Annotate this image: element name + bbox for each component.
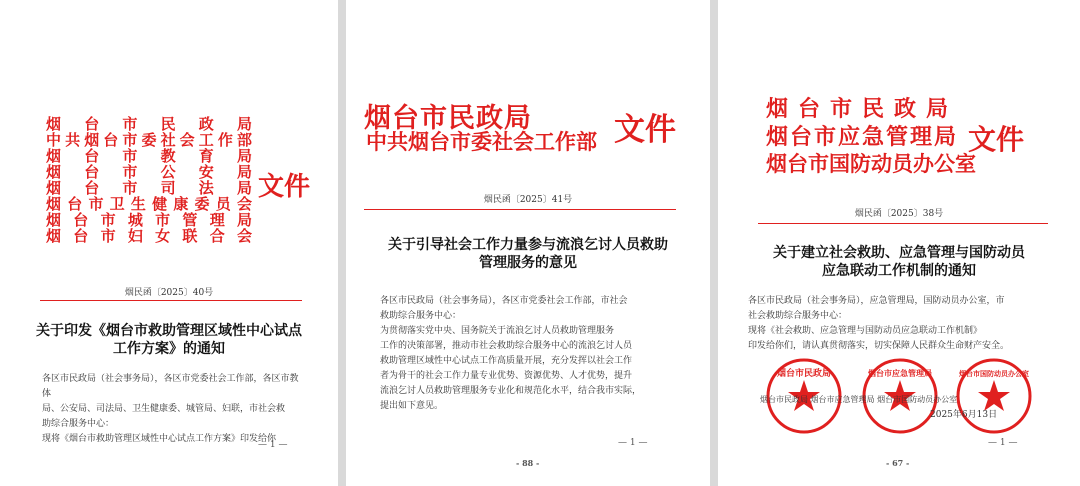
document-body [380,294,680,414]
document-body [748,294,1068,354]
body-line: 流浪乞讨人员救助管理服务专业化和规范化水平，结合我市实际， [380,386,642,396]
issuer-line: 烟 台 市 城 市 管 理 局 [46,211,252,229]
body-line: 印发给你们，请认真贯彻落实，切实保障人民群众生命财产安全。 [748,341,1010,351]
title-line: 关于印发《烟台市救助管理区域性中心试点 [36,323,302,339]
seal-text: 烟台市民政局 [776,369,832,379]
document-body [42,372,304,447]
wenjian-label: 文件 [258,172,311,202]
document-number: 烟民函〔2025〕38号 [854,209,944,219]
body-line: 各区市民政局（社会事务局），各区市党委社会工作部，各区市教体 [42,374,299,399]
body-line: 各区市民政局（社会事务局），各区市党委社会工作部，市社会 [380,296,628,306]
page-number: - 67 - [886,458,910,468]
document-page-2 [346,0,710,486]
issuer-line: 烟台市应急管理局 [766,124,959,150]
page-number: - 88 - [516,458,540,468]
document-page-1 [0,0,338,486]
body-line: 局、公安局、司法局、卫生健康委、城管局、妇联，市社会救 [42,404,286,414]
body-line: 各区市民政局（社会事务局），应急管理局，国防动员办公室，市 [748,296,1005,306]
document-title [356,236,700,272]
body-line: 救助管理区域性中心试点工作高质量开展，充分发挥以社会工作 [380,356,633,366]
issuer-line: 中共烟台市委社会工作部 [366,129,597,154]
issuer-list [46,116,252,244]
issuer-line: 烟 台 市 公 安 局 [46,163,252,181]
body-line: 工作的决策部署，推动市社会救助综合服务中心的流浪乞讨人员 [380,341,633,351]
document-number: 烟民函〔2025〕40号 [124,288,214,298]
issuer-line: 烟 台 市 卫 生 健 康 委 员 会 [46,195,252,213]
page-footer: — 1 — [258,440,288,450]
body-line: 救助综合服务中心： [380,311,462,321]
seal-text: 烟台市国防动员办公室 [959,369,1029,378]
title-line: 应急联动工作机制的通知 [822,263,976,279]
issuer-line: 烟 台 市 妇 女 联 合 会 [46,227,252,245]
title-line: 关于建立社会救助、应急管理与国防动员 [773,245,1025,261]
document-title [728,244,1070,280]
issuer-line: 烟台市民政局 [766,96,959,122]
issuer-line: 烟 台 市 教 育 局 [46,147,252,165]
document-title [10,322,328,358]
wenjian-label: 文件 [968,123,1025,156]
red-divider [364,209,676,210]
red-divider [758,223,1048,224]
title-line: 关于引导社会工作力量参与流浪乞讨人员救助 [388,237,668,253]
page-footer: — 1 — [618,438,648,448]
body-line: 助综合服务中心： [42,419,115,429]
body-line: 现将《社会救助、应急管理与国防动员应急联动工作机制》 [748,326,983,336]
issuer-line: 烟台市国防动员办公室 [766,151,976,176]
document-page-3 [718,0,1080,486]
body-line: 提出如下意见。 [380,401,444,411]
title-line: 管理服务的意见 [479,255,577,271]
document-number: 烟民函〔2025〕41号 [483,195,573,205]
body-line: 为贯彻落实党中央、国务院关于流浪乞讨人员救助管理服务 [380,326,615,336]
official-seal [954,356,1034,436]
seal-text: 烟台市应急管理局 [868,368,932,378]
document-date: 2025年6月13日 [930,410,998,420]
body-line: 社会救助综合服务中心： [748,311,848,321]
issuer-line: 中 共 烟 台 市 委 社 会 工 作 部 [46,131,252,149]
wenjian-label: 文件 [614,112,676,148]
title-line: 工作方案》的通知 [113,341,225,357]
page-footer: — 1 — [988,438,1018,448]
issuer-line: 烟 台 市 司 法 局 [46,179,252,197]
body-line: 者为骨干的社会工作力量专业优势、资源优势、人才优势，提升 [380,371,633,381]
issuer-line: 烟台市民政局 [364,103,532,134]
body-line: 现将《烟台市救助管理区域性中心试点工作方案》印发给你 [42,434,277,444]
red-divider [40,300,302,301]
signature-line: 烟台市民政局 烟台市应急管理局 烟台市国防动员办公室 [760,395,958,404]
issuer-line: 烟 台 市 民 政 局 [46,115,252,133]
